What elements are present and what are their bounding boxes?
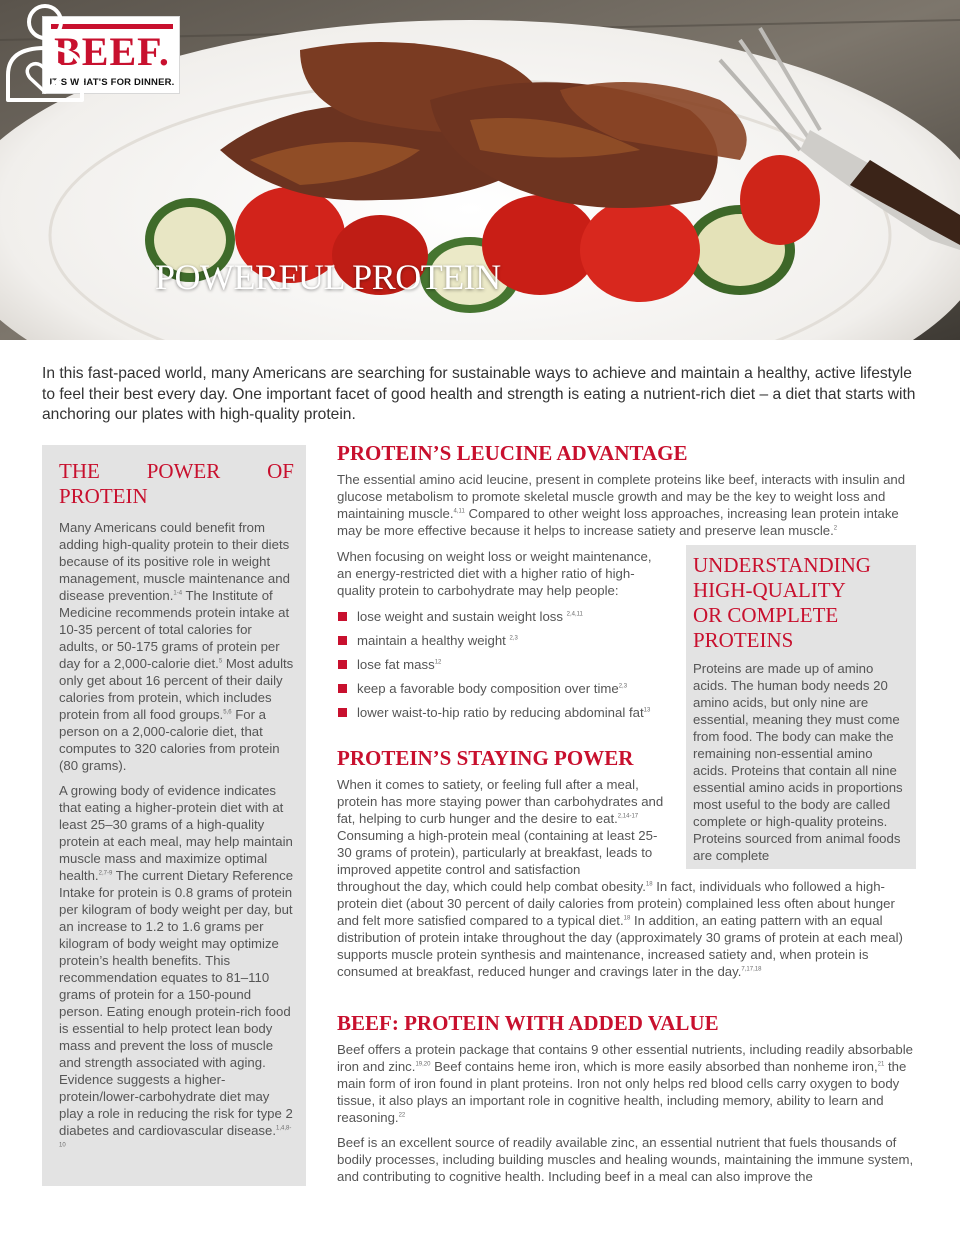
list-item: maintain a healthy weight $^{2,3}$	[337, 632, 677, 649]
callout-body: Proteins are made up of amino acids. The human body needs 20 amino acids, but only nine are essential, meaning they must come from food. The body can make the remaining non-essential amino acids. Proteins that contain all nine essential amino acids in proportions most useful to the body are called complete or high-quality proteins. Proteins sourced from animal foods are complete	[693, 661, 903, 863]
callout-heading: UNDERSTANDING HIGH-QUALITY OR COMPLETE PROTEINS	[693, 553, 871, 652]
benefits-list	[337, 608, 677, 721]
bullet-square-icon	[338, 708, 347, 717]
list-item: lose weight and sustain weight loss $^{2,4,11}$	[337, 608, 677, 625]
list-item: keep a favorable body composition over time$^{2,3}$	[337, 680, 677, 697]
sidebar-heading	[59, 459, 294, 509]
bullet-square-icon	[338, 660, 347, 669]
bullet-square-icon	[338, 612, 347, 621]
callout-complete-proteins	[686, 545, 916, 869]
person-heart-icon	[0, 0, 90, 110]
focus-paragraph: When focusing on weight loss or weight maintenance, an energy-restricted diet with a higher ratio of high-quality protein to carbohydrate may help people:	[337, 549, 652, 598]
intro-paragraph: In this fast-paced world, many Americans are searching for sustainable ways to achieve and maintain a healthy, active lifestyle to feel their best every day. One important facet of good health and strength is eating a nutrient-rich diet – a diet that starts with anchoring our plates with high-quality protein.	[42, 365, 916, 423]
page-title: POWERFUL PROTEIN	[155, 257, 501, 297]
sidebar-heading-word-1: THE	[59, 459, 100, 483]
leucine-paragraph: The essential amino acid leucine, present in complete proteins like beef, interacts with insulin and glucose metabolism to promote skeletal muscle growth and may be the key to weight loss and maintaining muscle.$^{4,11}$ Compared to other weight loss approaches, increasing lean protein intake may be more effective because it helps to increase satiety and preserve lean muscle.$^2$	[337, 472, 906, 538]
staying-power-paragraph-bottom: throughout the day, which could help combat obesity.$^{18}$ In fact, individuals who followed a high-protein diet (about 30 percent of daily calories from protein) complained less often about hunger and felt more satisfied compared to a typical diet.$^{18}$ In addition, an eating pattern with an equal distribution of protein intake throughout the day (approximately 30 grams of protein at each meal) supports muscle protein synthesis and maintenance, increased satiety and, when protein is consumed at breakfast, reduced hunger and cravings later in the day.$^{7,17,18}$	[337, 879, 903, 979]
sidebar-power-of-protein	[42, 445, 306, 1186]
hero-banner	[0, 0, 960, 340]
staying-power-paragraph-top: When it comes to satiety, or feeling full after a meal, protein has more staying power than carbohydrates and fat, helping to curb hunger and the desire to eat.$^{2,14-17}$ Consuming a high-protein meal (containing at least 25-30 grams of protein), particularly at breakfast, leads to improved appetite control and satisfaction	[337, 777, 664, 877]
leucine-heading: PROTEIN’S LEUCINE ADVANTAGE	[337, 441, 688, 465]
list-item: lose fat mass$^{12}$	[337, 656, 677, 673]
sidebar-heading-word-3: OF	[267, 459, 294, 483]
sidebar-paragraph-1: Many Americans could benefit from adding high-quality protein to their diets because of its positive role in weight management, muscle maintenance and disease prevention.$^{1-4}$ The Institute of Medicine recommends protein intake at 10-35 percent of total calories for adults, or 50-175 grams of protein per day for a 2,000-calorie diet.$^5$ Most adults only get about 16 percent of their daily calories from protein, which includes protein from all food groups.$^{5,6}$ For a person on a 2,000-calorie diet, that computes to 320 calories from protein (80 grams).	[59, 520, 294, 773]
bullet-square-icon	[338, 684, 347, 693]
beef-value-paragraph-2: Beef is an excellent source of readily available zinc, an essential nutrient that fuels thousands of bodily processes, including building muscles and healing wounds, maintaining the immune system, and contributing to cognitive health. Including beef in a meal can also improve the	[337, 1135, 914, 1184]
logo-tagline: IT'S WHAT'S FOR DINNER.	[49, 77, 175, 88]
bullet-square-icon	[338, 636, 347, 645]
list-item: lower waist-to-hip ratio by reducing abdominal fat$^{13}$	[337, 704, 677, 721]
sidebar-paragraph-2: A growing body of evidence indicates that eating a higher-protein diet with at least 25–30 grams of a high-quality protein at each meal, may help maintain muscle mass and maximize optimal health.$^{2,7-9}$ The current Dietary Reference Intake for protein is 0.8 grams of protein per kilogram of body weight per day, but an increase to 1.2 to 1.6 grams per kilogram of body weight may optimize protein’s health benefits. This recommendation equates to 81–110 grams of protein for a 150-pound person. Eating enough protein-rich food is essential to help protect lean body mass and prevent the loss of muscle and strength associated with aging. Evidence suggests a higher-protein/lower-carbohydrate diet may play a role in reducing the risk for type 2 diabetes and cardiovascular disease.$^{1,4,8-10}$	[59, 783, 294, 1149]
staying-power-heading: PROTEIN’S STAYING POWER	[337, 746, 634, 770]
sidebar-heading-word-2: POWER	[146, 459, 221, 483]
beef-value-heading: BEEF: PROTEIN WITH ADDED VALUE	[337, 1011, 719, 1035]
beef-value-paragraph-1: Beef offers a protein package that contains 9 other essential nutrients, including readily absorbable iron and zinc.$^{19,20}$ Beef contains heme iron, which is more easily absorbed than nonheme iron,$^{21}$ the main form of iron found in plant proteins. Iron not only helps red blood cells carry oxygen to body tissue, it also plays an important role in cognitive health, including memory, ability to learn and reasoning.$^{22}$	[337, 1042, 913, 1125]
sidebar-heading-line-2: PROTEIN	[59, 484, 148, 508]
logo-wordmark: BEEF.	[54, 29, 170, 74]
